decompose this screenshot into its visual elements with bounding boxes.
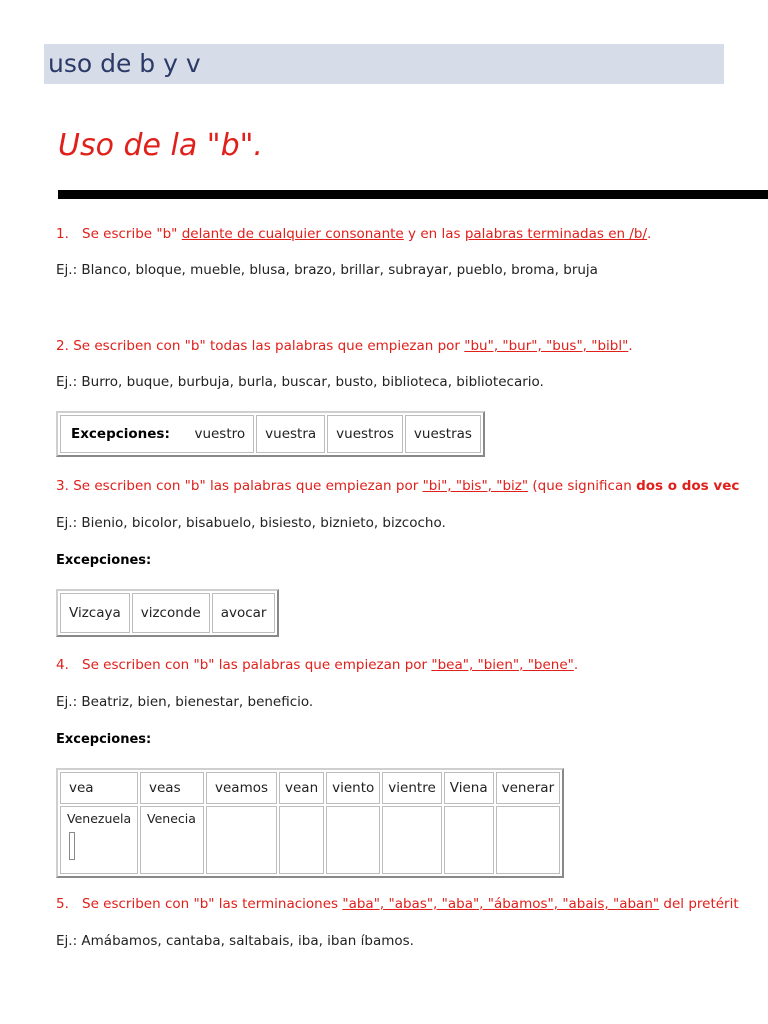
document-title: uso de b y v: [44, 44, 724, 84]
rule-bold-text: dos o dos vec: [636, 478, 740, 494]
rule-link[interactable]: "aba", "abas", "aba", "ábamos", "abais, "aban": [342, 896, 660, 912]
scrollbar-stub[interactable]: [69, 832, 75, 860]
table-cell: veamos: [206, 772, 277, 804]
rule-3: [56, 478, 739, 494]
rule-text: Se escriben con "b" todas las palabras que empiezan por: [73, 338, 465, 354]
table-cell: vuestros: [327, 415, 403, 453]
rule-number: 3.: [56, 478, 69, 494]
rule-link[interactable]: delante de cualquier consonante: [181, 226, 404, 242]
exceptions-label: Excepciones:: [71, 426, 170, 442]
table-cell: viento: [326, 772, 380, 804]
example-2: Ej.: Burro, buque, burbuja, burla, buscar, busto, biblioteca, bibliotecario.: [56, 374, 544, 390]
example-1: Ej.: Blanco, bloque, mueble, blusa, brazo, brillar, subrayar, pueblo, broma, bruja: [56, 262, 598, 278]
table-cell: Viena: [444, 772, 494, 804]
exceptions-label: Excepciones:: [56, 553, 152, 568]
rule-text: del pretérit: [659, 896, 739, 912]
rule-text: .: [647, 226, 652, 242]
rule-number: 1.: [56, 226, 69, 242]
rule-link[interactable]: "bu", "bur", "bus", "bibl": [464, 338, 629, 354]
table-cell: vientre: [382, 772, 441, 804]
rule-text: y en las: [403, 226, 465, 242]
example-3: Ej.: Bienio, bicolor, bisabuelo, bisiesto, biznieto, bizcocho.: [56, 515, 446, 531]
table-cell: venerar: [496, 772, 561, 804]
table-cell: vea: [60, 772, 138, 804]
table-cell: vean: [279, 772, 324, 804]
example-4: Ej.: Beatriz, bien, bienestar, beneficio.: [56, 694, 314, 710]
rule-link[interactable]: palabras terminadas en /b/: [464, 226, 648, 242]
rule-number: 4.: [56, 657, 69, 673]
exceptions-table-2: [56, 411, 485, 457]
rule-text: (que significan: [528, 478, 637, 494]
table-cell: [60, 415, 254, 453]
table-cell: Vizcaya: [60, 593, 130, 633]
rule-text: Se escribe "b": [82, 226, 182, 242]
table-cell: veas: [140, 772, 204, 804]
exceptions-table-4: [56, 768, 564, 878]
rule-5: [56, 896, 739, 912]
heading-divider: [58, 190, 768, 199]
rule-1: [56, 226, 651, 242]
table-cell: [444, 806, 494, 874]
example-5: Ej.: Amábamos, cantaba, saltabais, iba, iban íbamos.: [56, 933, 414, 949]
rule-link[interactable]: "bea", "bien", "bene": [431, 657, 574, 673]
rule-number: 2.: [56, 338, 69, 354]
rule-2: [56, 338, 633, 354]
exceptions-label: Excepciones:: [56, 732, 152, 747]
table-cell: [279, 806, 324, 874]
table-cell: [206, 806, 277, 874]
rule-text: Se escriben con "b" las terminaciones: [82, 896, 343, 912]
rule-text: .: [628, 338, 633, 354]
table-cell: avocar: [212, 593, 276, 633]
exceptions-table-3: [56, 589, 279, 637]
rule-text: .: [573, 657, 579, 673]
rule-text: Se escriben con "b" las palabras que empiezan por: [82, 657, 432, 673]
rule-number: 5.: [56, 896, 69, 912]
table-cell: vizconde: [132, 593, 210, 633]
rule-text: Se escriben con "b" las palabras que empiezan por: [73, 478, 423, 494]
table-cell: vuestra: [256, 415, 325, 453]
table-cell: [60, 806, 138, 874]
exception-word: Venezuela: [67, 811, 132, 826]
exception-word: vuestro: [194, 426, 246, 442]
table-cell: [326, 806, 380, 874]
table-cell: Venecia: [140, 806, 204, 874]
section-heading: Uso de la "b".: [58, 128, 263, 163]
rule-link[interactable]: "bi", "bis", "biz": [422, 478, 529, 494]
table-cell: [496, 806, 561, 874]
rule-4: [56, 657, 578, 673]
table-cell: vuestras: [405, 415, 481, 453]
table-cell: [382, 806, 441, 874]
